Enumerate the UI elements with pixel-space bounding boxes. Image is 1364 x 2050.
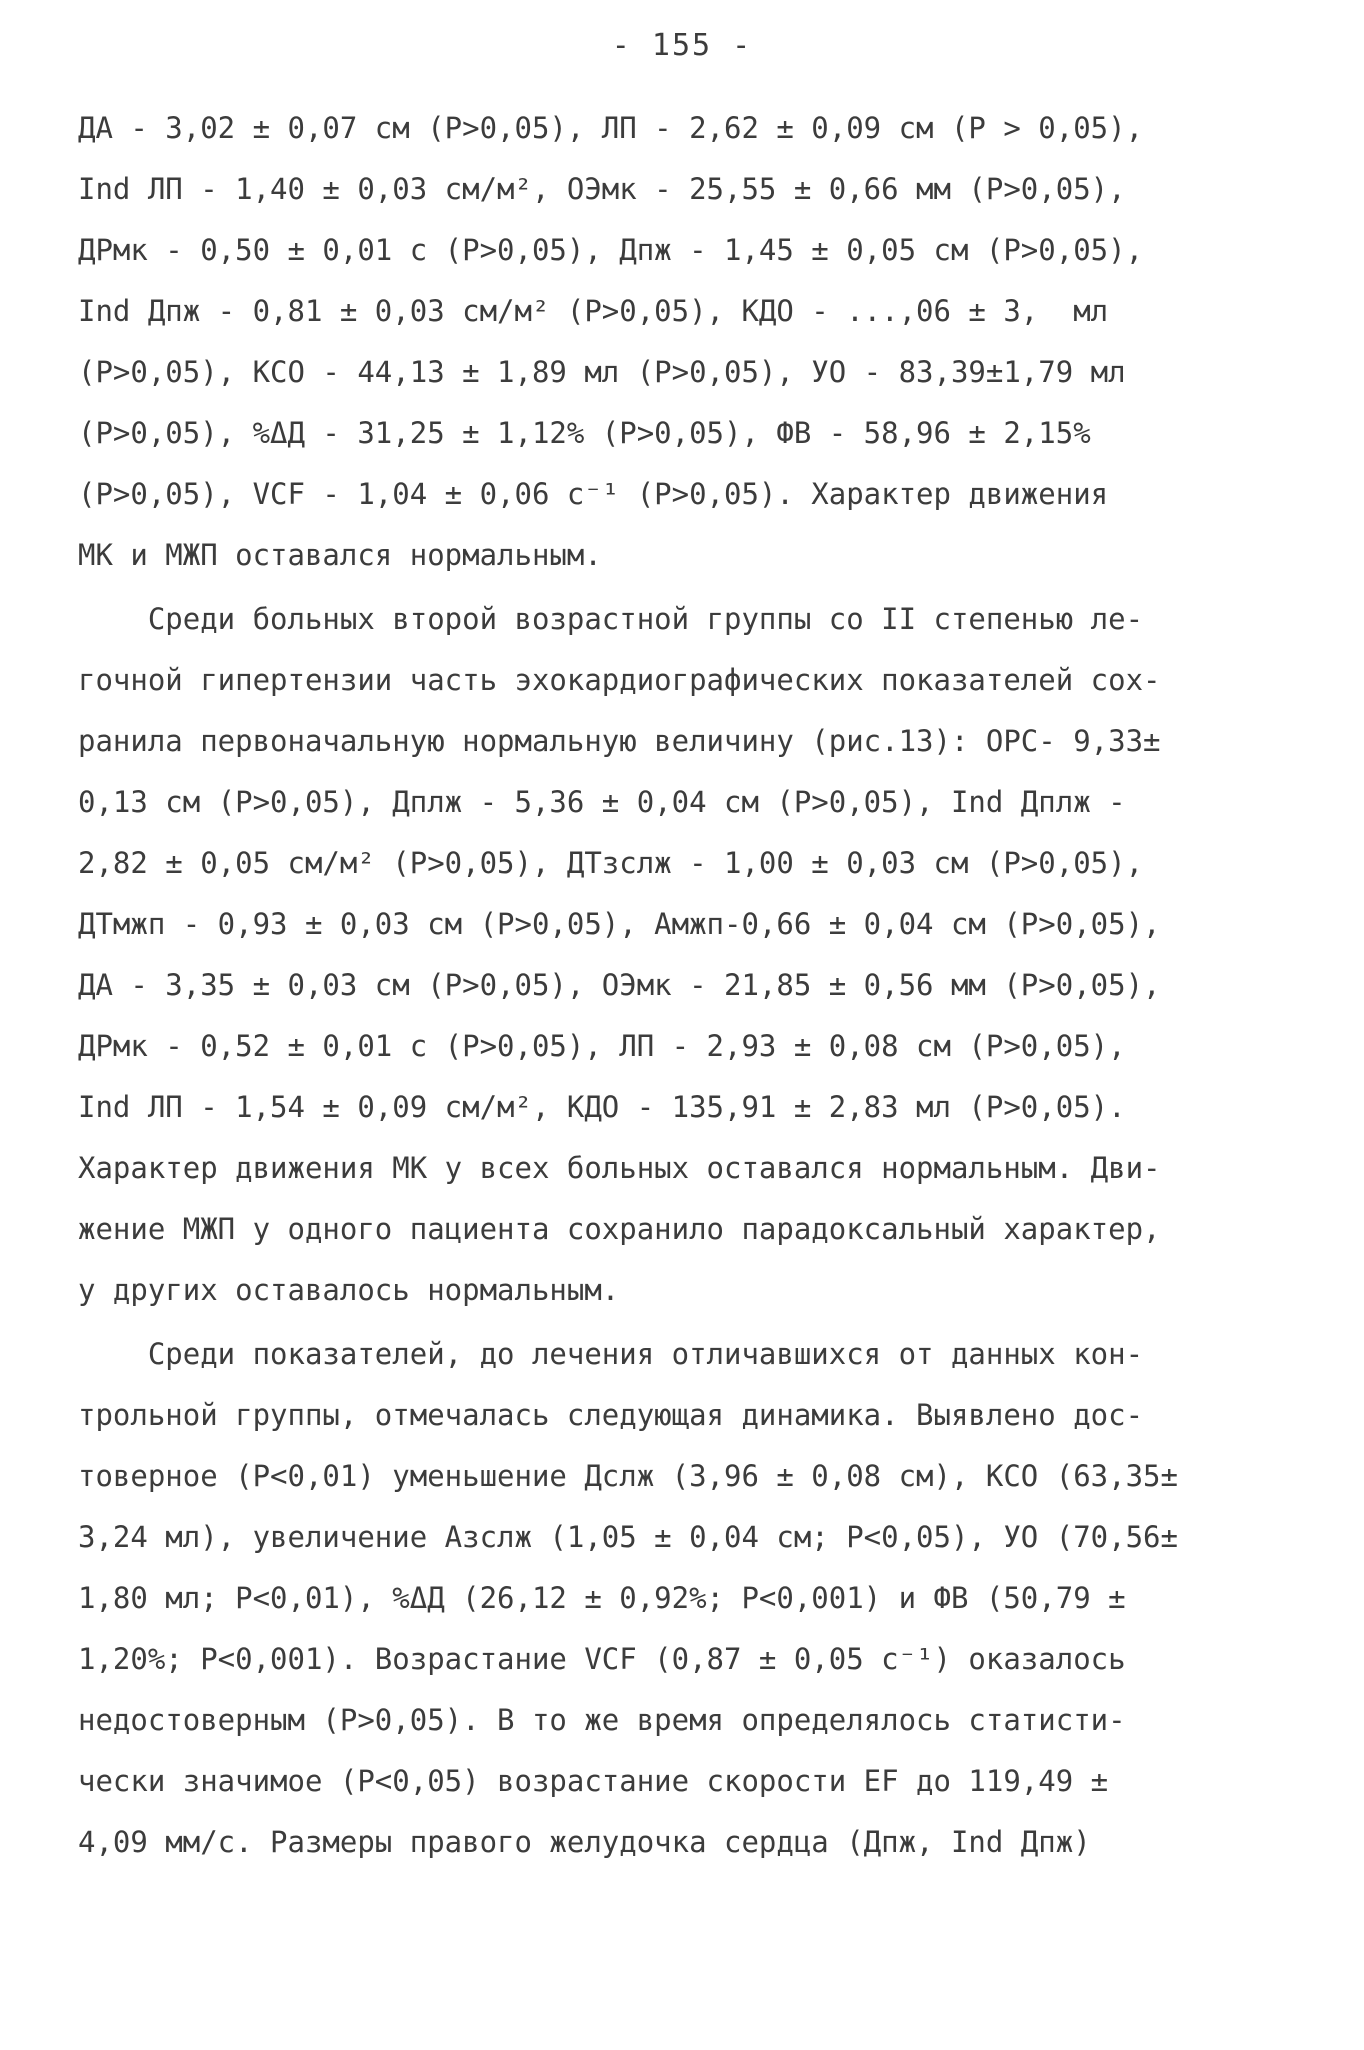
text-line: Характер движения МК у всех больных оставался нормальным. Дви- bbox=[78, 1151, 1161, 1185]
paragraph-2 bbox=[78, 589, 1258, 1321]
text-line: Среди показателей, до лечения отличавшихся от данных кон- bbox=[78, 1337, 1144, 1371]
text-line: 0,13 см (Р>0,05), Дплж - 5,36 ± 0,04 см (Р>0,05), Ind Дплж - bbox=[78, 785, 1126, 819]
text-line: трольной группы, отмечалась следующая динамика. Выявлено дос- bbox=[78, 1398, 1144, 1432]
text-line: недостоверным (Р>0,05). В то же время определялось статисти- bbox=[78, 1703, 1126, 1737]
text-line: ДРмк - 0,52 ± 0,01 с (Р>0,05), ЛП - 2,93 ± 0,08 см (Р>0,05), bbox=[78, 1029, 1126, 1063]
text-line: у других оставалось нормальным. bbox=[78, 1273, 620, 1307]
page-number: - 155 - bbox=[611, 28, 753, 63]
text-line: 4,09 мм/с. Размеры правого желудочка сердца (Дпж, Ind Дпж) bbox=[78, 1825, 1091, 1859]
text-line: 3,24 мл), увеличение Азслж (1,05 ± 0,04 см; Р<0,05), УО (70,56± bbox=[78, 1520, 1178, 1554]
text-line: (Р>0,05), %ΔД - 31,25 ± 1,12% (Р>0,05), ФВ - 58,96 ± 2,15% bbox=[78, 416, 1091, 450]
text-line: ДА - 3,02 ± 0,07 см (Р>0,05), ЛП - 2,62 ± 0,09 см (Р > 0,05), bbox=[78, 111, 1144, 145]
text-line: чески значимое (Р<0,05) возрастание скорости EF до 119,49 ± bbox=[78, 1764, 1109, 1798]
paragraph-3 bbox=[78, 1324, 1258, 1873]
text-line: жение МЖП у одного пациента сохранило парадоксальный характер, bbox=[78, 1212, 1161, 1246]
text-line: (Р>0,05), VCF - 1,04 ± 0,06 с⁻¹ (Р>0,05). Характер движения bbox=[78, 477, 1109, 511]
text-line: 2,82 ± 0,05 см/м² (Р>0,05), ДТзслж - 1,00 ± 0,03 см (Р>0,05), bbox=[78, 846, 1144, 880]
text-line: ДТмжп - 0,93 ± 0,03 см (Р>0,05), Амжп-0,66 ± 0,04 см (Р>0,05), bbox=[78, 907, 1161, 941]
text-line: МК и МЖП оставался нормальным. bbox=[78, 538, 602, 572]
text-line: гочной гипертензии часть эхокардиографических показателей сох- bbox=[78, 663, 1161, 697]
text-line: ДРмк - 0,50 ± 0,01 с (Р>0,05), Дпж - 1,45 ± 0,05 см (Р>0,05), bbox=[78, 233, 1144, 267]
text-line: товерное (Р<0,01) уменьшение Дслж (3,96 ± 0,08 см), КСО (63,35± bbox=[78, 1459, 1178, 1493]
document-body bbox=[78, 98, 1258, 1873]
text-line: ранила первоначальную нормальную величину (рис.13): ОРС- 9,33± bbox=[78, 724, 1161, 758]
text-line: Среди больных второй возрастной группы со II степенью ле- bbox=[78, 602, 1144, 636]
text-line: ДА - 3,35 ± 0,03 см (Р>0,05), ОЭмк - 21,85 ± 0,56 мм (Р>0,05), bbox=[78, 968, 1161, 1002]
text-line: Ind ЛП - 1,54 ± 0,09 см/м², КДО - 135,91 ± 2,83 мл (Р>0,05). bbox=[78, 1090, 1126, 1124]
text-line: Ind ЛП - 1,40 ± 0,03 см/м², ОЭмк - 25,55 ± 0,66 мм (Р>0,05), bbox=[78, 172, 1126, 206]
text-line: Ind Дпж - 0,81 ± 0,03 см/м² (Р>0,05), КДО - ...,06 ± 3, мл bbox=[78, 294, 1109, 328]
text-line: 1,80 мл; Р<0,01), %ΔД (26,12 ± 0,92%; Р<0,001) и ФВ (50,79 ± bbox=[78, 1581, 1126, 1615]
paragraph-1 bbox=[78, 98, 1258, 586]
text-line: (Р>0,05), КСО - 44,13 ± 1,89 мл (Р>0,05), УО - 83,39±1,79 мл bbox=[78, 355, 1126, 389]
text-line: 1,20%; Р<0,001). Возрастание VCF (0,87 ± 0,05 с⁻¹) оказалось bbox=[78, 1642, 1126, 1676]
